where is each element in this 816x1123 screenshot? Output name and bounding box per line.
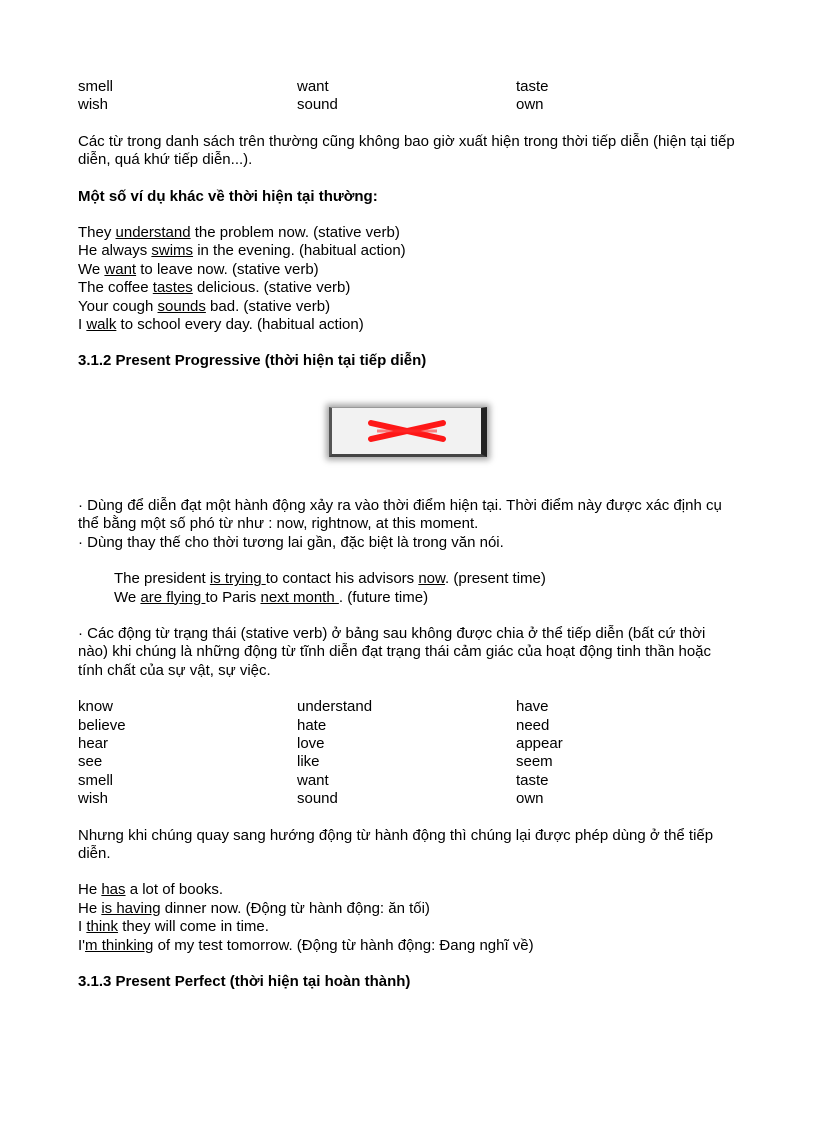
table-cell: hate bbox=[297, 716, 327, 734]
paragraph-stative-note: Các từ trong danh sách trên thường cũng không bao giờ xuất hiện trong thời tiếp diễn (hiện tại tiếp diễn, quá khứ tiếp diễn...). bbox=[78, 132, 735, 169]
broken-image-icon bbox=[329, 407, 487, 457]
example-sentence: Your cough sounds bad. (stative verb) bbox=[78, 297, 331, 315]
bullet-usage-1: · Dùng để diễn đạt một hành động xảy ra vào thời điểm hiện tại. Thời điểm này được xác định cụ thể bằng một số phó từ như : now, rightnow, at this moment. bbox=[78, 496, 722, 533]
verb-table-top bbox=[78, 78, 738, 115]
table-cell: own bbox=[516, 96, 544, 114]
document-page bbox=[78, 78, 738, 991]
bullet-usage-2: · Dùng thay thế cho thời tương lai gần, đặc biệt là trong văn nói. bbox=[78, 533, 504, 551]
heading-present-perfect: 3.1.3 Present Perfect (thời hiện tại hoàn thành) bbox=[78, 973, 411, 990]
table-cell: seem bbox=[516, 753, 553, 771]
table-cell: own bbox=[516, 790, 544, 808]
bullet-stative-verbs: · Các động từ trạng thái (stative verb) ở bảng sau không được chia ở thể tiếp diễn (bất cứ thời nào) khi chúng là những động từ tĩnh diễn đạt trạng thái cảm giác của hoạt động tinh thần hoặc tính chất của sự vật, sự việc. bbox=[78, 624, 712, 679]
example-sentence: I'm thinking of my test tomorrow. (Động từ hành động: Đang nghĩ về) bbox=[78, 936, 534, 954]
example-sentence: I walk to school every day. (habitual action) bbox=[78, 316, 364, 334]
table-cell: sound bbox=[297, 790, 338, 808]
table-cell: have bbox=[516, 698, 549, 716]
table-cell: wish bbox=[78, 790, 109, 808]
table-row bbox=[78, 790, 738, 808]
table-cell: appear bbox=[516, 734, 563, 752]
table-cell: smell bbox=[78, 78, 114, 95]
table-cell: want bbox=[297, 78, 329, 95]
example-sentence: We want to leave now. (stative verb) bbox=[78, 260, 319, 278]
table-cell: like bbox=[297, 753, 320, 771]
table-cell: sound bbox=[297, 96, 338, 114]
table-cell: wish bbox=[78, 96, 109, 114]
heading-simple-present-examples: Một số ví dụ khác về thời hiện tại thường: bbox=[78, 187, 378, 205]
table-row bbox=[78, 772, 738, 790]
table-row bbox=[78, 717, 738, 735]
paragraph-action-verbs: Nhưng khi chúng quay sang hướng động từ hành động thì chúng lại được phép dùng ở thể tiếp diễn. bbox=[78, 826, 714, 862]
table-cell: see bbox=[78, 753, 103, 771]
table-cell: believe bbox=[78, 716, 126, 734]
table-row bbox=[78, 698, 738, 716]
example-sentence: He is having dinner now. (Động từ hành động: ăn tối) bbox=[78, 899, 430, 917]
table-cell: taste bbox=[516, 771, 549, 789]
table-cell: want bbox=[297, 771, 329, 789]
table-row bbox=[78, 96, 738, 114]
table-row bbox=[78, 735, 738, 753]
example-list bbox=[78, 224, 738, 334]
example-sentence: They understand the problem now. (stative verb) bbox=[78, 224, 400, 242]
table-row bbox=[78, 753, 738, 771]
red-x-icon bbox=[367, 419, 447, 443]
image-placeholder bbox=[78, 407, 738, 457]
verb-table-main bbox=[78, 698, 738, 808]
table-cell: smell bbox=[78, 771, 114, 789]
example-list-2 bbox=[78, 881, 738, 955]
example-sentence: The coffee tastes delicious. (stative verb) bbox=[78, 279, 351, 297]
table-cell: know bbox=[78, 698, 114, 716]
table-cell: hear bbox=[78, 734, 109, 752]
table-cell: love bbox=[297, 734, 325, 752]
example-sentence: He has a lot of books. bbox=[78, 881, 224, 899]
table-cell: taste bbox=[516, 78, 549, 95]
heading-present-progressive: 3.1.2 Present Progressive (thời hiện tại tiếp diễn) bbox=[78, 352, 427, 370]
example-sentence: The president is trying to contact his advisors now. (present time) bbox=[114, 570, 546, 588]
example-sentence: I think they will come in time. bbox=[78, 918, 269, 936]
example-sentence: He always swims in the evening. (habitual action) bbox=[78, 242, 406, 260]
table-row bbox=[78, 78, 738, 96]
table-cell: need bbox=[516, 716, 550, 734]
table-cell: understand bbox=[297, 698, 373, 716]
example-sentence: We are flying to Paris next month . (future time) bbox=[114, 588, 429, 606]
